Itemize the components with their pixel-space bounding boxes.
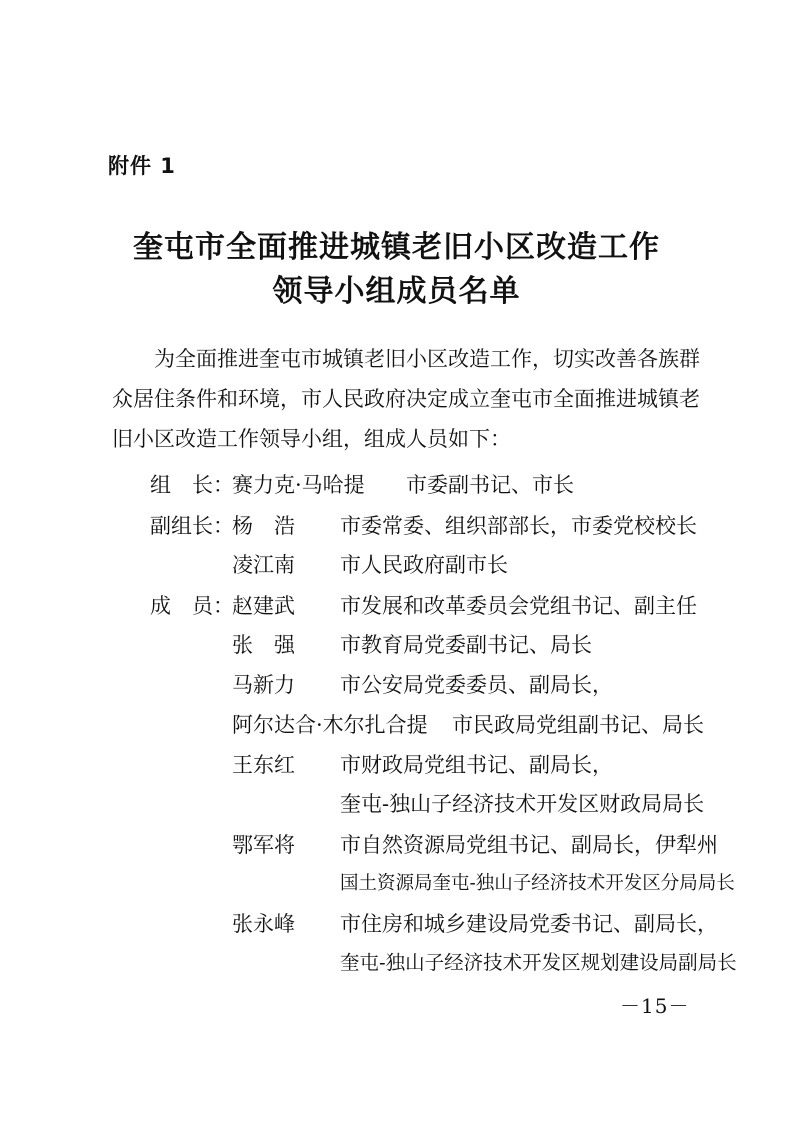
member-name: 张永峰	[232, 912, 295, 936]
deputy-name: 凌江南	[232, 553, 295, 577]
deputy-position: 市委常委、组织部部长，市委党校校长	[340, 514, 697, 538]
member-position: 市发展和改革委员会党组书记、副主任	[340, 594, 697, 618]
member-name: 张 强	[232, 633, 295, 657]
leader-role-label: 组 长：	[150, 473, 234, 497]
member-position: 市公安局党委委员、副局长，	[340, 673, 613, 697]
member-position: 市住房和城乡建设局党委书记、副局长，	[340, 912, 718, 936]
member-name: 鄂军将	[232, 833, 295, 857]
member-position: 市财政局党组书记、副局长，	[340, 753, 613, 777]
document-title-line1: 奎屯市全面推进城镇老旧小区改造工作	[133, 230, 660, 265]
member-position-continued: 国土资源局奎屯-独山子经济技术开发区分局局长	[340, 873, 735, 894]
members-role-label: 成 员：	[150, 594, 234, 618]
member-position: 市教育局党委副书记、局长	[340, 633, 592, 657]
leader-position: 市委副书记、市长	[406, 473, 574, 497]
member-name: 马新力	[232, 673, 295, 697]
deputy-position: 市人民政府副市长	[340, 553, 508, 577]
document-title-line2: 领导小组成员名单	[272, 274, 521, 309]
member-position-continued: 奎屯-独山子经济技术开发区规划建设局副局长	[340, 951, 737, 974]
member-name: 赵建武	[232, 594, 295, 618]
attachment-label: 附件 1	[108, 154, 176, 178]
deputies-role-label: 副组长：	[150, 514, 234, 538]
member-name: 阿尔达合·木尔扎合提	[232, 713, 428, 737]
member-position-continued: 奎屯-独山子经济技术开发区财政局局长	[340, 792, 705, 816]
deputy-name: 杨 浩	[232, 514, 295, 538]
member-name: 王东红	[232, 753, 295, 777]
member-position: 市民政局党组副书记、局长	[452, 713, 704, 737]
member-position: 市自然资源局党组书记、副局长，伊犁州	[340, 833, 718, 857]
leader-name: 赛力克·马哈提	[232, 473, 365, 497]
page-number: －15－	[620, 994, 690, 1018]
intro-paragraph: 为全面推进奎屯市城镇老旧小区改造工作，切实改善各族群众居住条件和环境，市人民政府决定成立奎屯市全面推进城镇老旧小区改造工作领导小组，组成人员如下：	[112, 347, 700, 451]
